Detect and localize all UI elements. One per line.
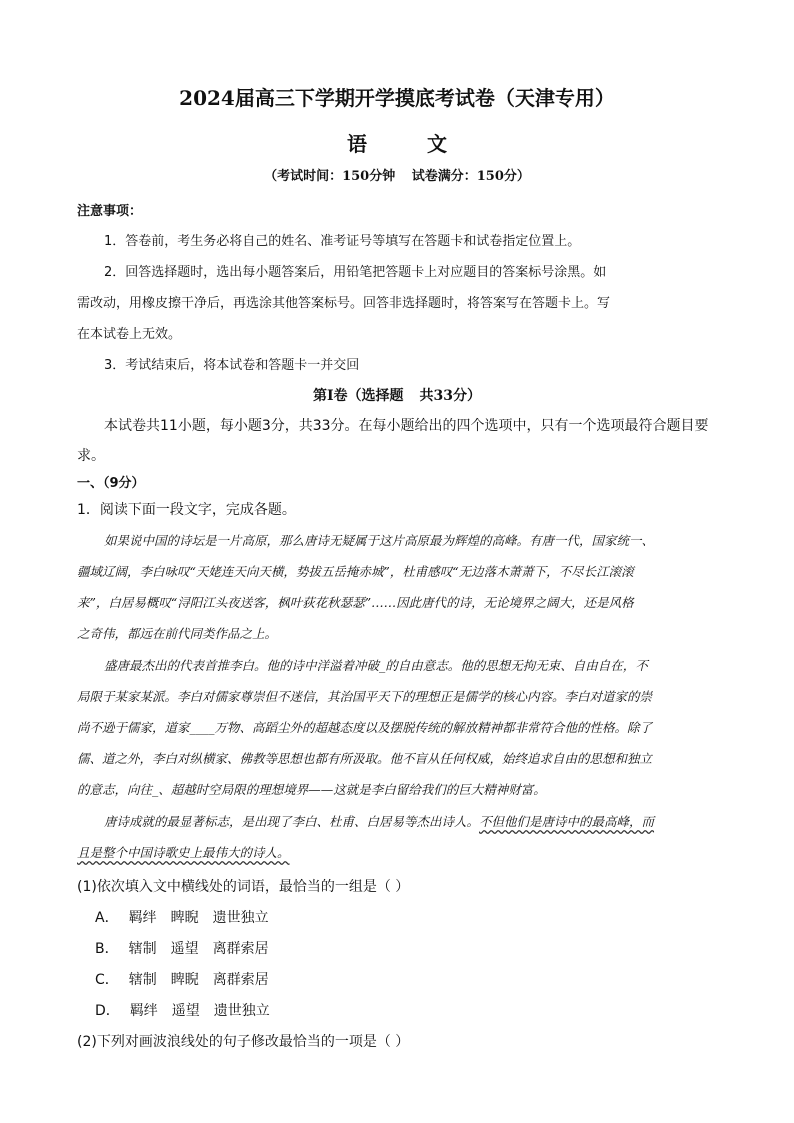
option-b: B． 辖制 遥望 离群索居 — [95, 941, 269, 957]
passage-line: 之奇伟，都远在前代同类作品之上。 — [77, 626, 278, 641]
passage-line: 如果说中国的诗坛是一片高原，那么唐诗无疑属于这片高原最为辉煌的高峰。有唐一代，国家统一、 — [104, 533, 655, 548]
passage-line — [77, 843, 290, 861]
section-title: 第Ⅰ卷（选择题 共33分） — [312, 388, 482, 404]
notice-item-2: 2．回答选择题时，选出每小题答案后，用铅笔把答题卡上对应题目的答案标号涂黑。如 — [104, 265, 607, 280]
exam-time: （考试时间：150分钟 — [264, 169, 396, 184]
option-a: A． 羁绊 睥睨 遗世独立 — [95, 910, 269, 926]
passage-line: 局限于某家某派。李白对儒家尊崇但不迷信，其治国平天下的理想正是儒学的核心内容。李白对道家的崇 — [77, 689, 653, 704]
question-1-2: (2)下列对画波浪线处的句子修改最恰当的一项是（ ） — [77, 1034, 410, 1050]
notice-item-2-end: 在本试卷上无效。 — [77, 327, 182, 342]
exam-title: 2024届高三下学期开学摸底考试卷（天津专用） — [179, 86, 615, 110]
wavy-underlined-sentence: 不但他们是唐诗中的最高峰，而 — [479, 814, 655, 829]
passage-line: 儒、道之外，李白对纵横家、佛教等思想也都有所汲取。他不盲从任何权威，始终追求自由的思想和独立 — [77, 751, 653, 766]
question-1-1: (1)依次填入文中横线处的词语，最恰当的一组是（ ） — [77, 879, 410, 895]
passage-line: 唐诗成就的最显著标志，是出现了李白、杜甫、白居易等杰出诗人。不但他们是唐诗中的最高峰，而 — [104, 814, 655, 829]
section-desc-end: 求。 — [77, 448, 105, 464]
notice-item-1: 1．答卷前，考生务必将自己的姓名、准考证号等填写在答题卡和试卷指定位置上。 — [104, 234, 581, 249]
section-desc: 本试卷共11小题，每小题3分，共33分。在每小题给出的四个选项中，只有一个选项最符合题目要 — [104, 418, 709, 434]
passage-line: 来”，白居易概叹“浔阳江头夜送客，枫叶荻花秋瑟瑟”……因此唐代的诗，无论境界之阔大，还是风格 — [77, 595, 634, 610]
passage-line: 疆域辽阔，李白咏叹“天姥连天向天横，势拔五岳掩赤城”，杜甫感叹“无边落木萧萧下，不尽长江滚滚 — [77, 564, 634, 579]
option-c: C． 辖制 睥睨 离群索居 — [95, 972, 269, 988]
wavy-underlined-sentence: 且是整个中国诗歌史上最伟大的诗人。 — [77, 845, 290, 860]
passage-line: 盛唐最杰出的代表首推李白。他的诗中洋溢着冲破_的自由意志。他的思想无拘无束、自由自在，不 — [104, 658, 648, 673]
question-1-prompt: 1．阅读下面一段文字，完成各题。 — [77, 502, 296, 518]
notice-item-2-cont: 需改动，用橡皮擦干净后，再选涂其他答案标号。回答非选择题时，将答案写在答题卡上。写 — [77, 296, 611, 311]
exam-score: 试卷满分：150分） — [411, 169, 530, 184]
passage-line: 尚不逊于儒家，道家____万物、高蹈尘外的超越态度以及摆脱传统的解放精神都非常符合他的性格。除了 — [77, 720, 653, 735]
subject-title: 语文 — [347, 132, 507, 156]
part-heading: 一、（9分） — [77, 476, 145, 491]
notice-heading: 注意事项： — [77, 204, 143, 219]
passage-line: 的意志，向往_、超越时空局限的理想境界——这就是李白留给我们的巨大精神财富。 — [77, 782, 546, 797]
option-d: D． 羁绊 遥望 遗世独立 — [95, 1003, 270, 1019]
notice-item-3: 3．考试结束后，将本试卷和答题卡一并交回 — [104, 358, 360, 373]
exam-info — [0, 165, 794, 184]
